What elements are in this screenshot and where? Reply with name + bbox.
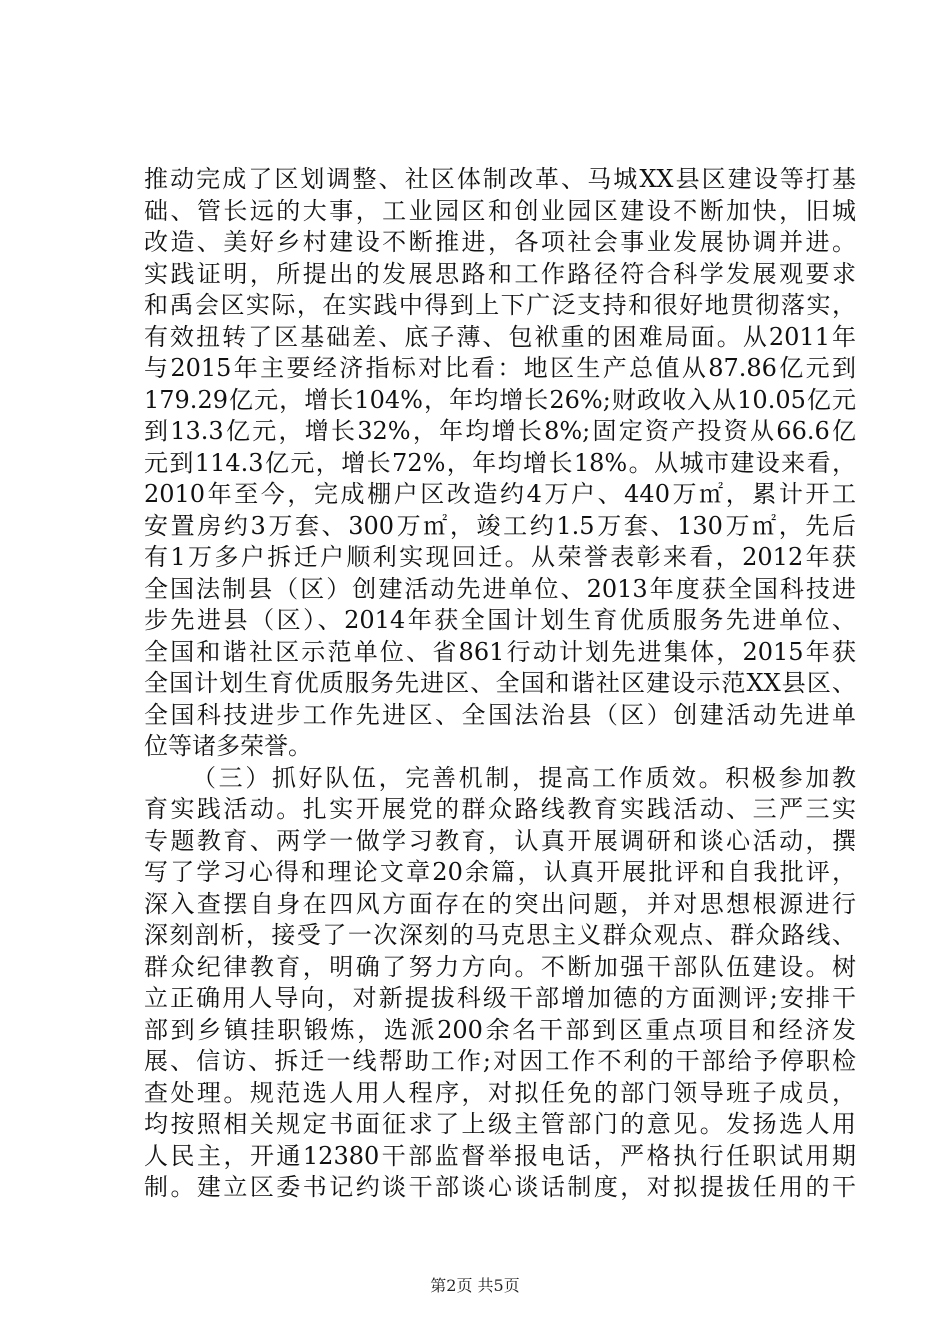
text-line: 深刻剖析，接受了一次深刻的马克思主义群众观点、群众路线、 xyxy=(144,921,856,949)
text-line: 步先进县（区）、2014年获全国计划生育优质服务先进单位、 xyxy=(144,606,856,634)
text-line: 立正确用人导向，对新提拔科级干部增加德的方面测评;安排干 xyxy=(144,984,856,1012)
text-line: 元到114.3亿元，增长72%，年均增长18%。从城市建设来看， xyxy=(144,448,856,477)
page-footer: 第2页 共5页 xyxy=(430,1276,520,1295)
text-line: 均按照相关规定书面征求了上级主管部门的意见。发扬选人用 xyxy=(144,1110,856,1138)
text-line: 专题教育、两学一做学习教育，认真开展调研和谈心活动，撰 xyxy=(144,826,856,855)
text-line: 安置房约3万套、300万㎡，竣工约1.5万套、130万㎡，先后 xyxy=(144,511,856,540)
text-line: 实践证明，所提出的发展思路和工作路径符合科学发展观要求 xyxy=(144,259,856,288)
text-line: 全国计划生育优质服务先进区、全国和谐社区建设示范XX县区、 xyxy=(144,669,856,697)
section-heading-line: （三）抓好队伍，完善机制，提高工作质效。积极参加教 xyxy=(192,763,856,792)
text-line: 群众纪律教育，明确了努力方向。不断加强干部队伍建设。树 xyxy=(144,952,856,981)
text-line: 深入查摆自身在四风方面存在的突出问题，并对思想根源进行 xyxy=(144,889,856,918)
text-line: 础、管长远的大事，工业园区和创业园区建设不断加快，旧城 xyxy=(144,196,856,225)
text-line: 制。建立区委书记约谈干部谈心谈话制度，对拟提拔任用的干 xyxy=(144,1173,856,1201)
text-line: 部到乡镇挂职锻炼，选派200余名干部到区重点项目和经济发 xyxy=(144,1015,856,1044)
body-text xyxy=(144,164,856,1204)
text-line: 2010年至今，完成棚户区改造约4万户、440万㎡，累计开工 xyxy=(144,480,856,508)
text-line: 全国法制县（区）创建活动先进单位、2013年度获全国科技进 xyxy=(144,574,856,603)
text-line-paragraph-end: 位等诸多荣誉。 xyxy=(144,732,312,760)
text-line: 写了学习心得和理论文章20余篇，认真开展批评和自我批评， xyxy=(144,858,856,886)
text-line: 到13.3亿元，增长32%，年均增长8%;固定资产投资从66.6亿 xyxy=(144,417,856,445)
text-line: 全国科技进步工作先进区、全国法治县（区）创建活动先进单 xyxy=(144,700,856,729)
text-line: 改造、美好乡村建设不断推进，各项社会事业发展协调并进。 xyxy=(144,228,856,256)
text-line: 与2015年主要经济指标对比看：地区生产总值从87.86亿元到 xyxy=(144,354,856,382)
text-line: 人民主，开通12380干部监督举报电话，严格执行任职试用期 xyxy=(144,1141,856,1170)
text-line: 有1万多户拆迁户顺利实现回迁。从荣誉表彰来看，2012年获 xyxy=(144,543,856,571)
text-line: 推动完成了区划调整、社区体制改革、马城XX县区建设等打基 xyxy=(144,165,856,193)
text-line: 育实践活动。扎实开展党的群众路线教育实践活动、三严三实 xyxy=(144,795,856,823)
text-line: 有效扭转了区基础差、底子薄、包袱重的困难局面。从2011年 xyxy=(144,322,856,351)
text-line: 展、信访、拆迁一线帮助工作;对因工作不利的干部给予停职检 xyxy=(144,1047,856,1075)
text-line: 和禹会区实际，在实践中得到上下广泛支持和很好地贯彻落实， xyxy=(144,291,856,319)
text-line: 全国和谐社区示范单位、省861行动计划先进集体，2015年获 xyxy=(144,637,856,666)
text-line: 179.29亿元，增长104%，年均增长26%;财政收入从10.05亿元 xyxy=(144,385,856,414)
text-line: 查处理。规范选人用人程序，对拟任免的部门领导班子成员， xyxy=(144,1078,856,1107)
